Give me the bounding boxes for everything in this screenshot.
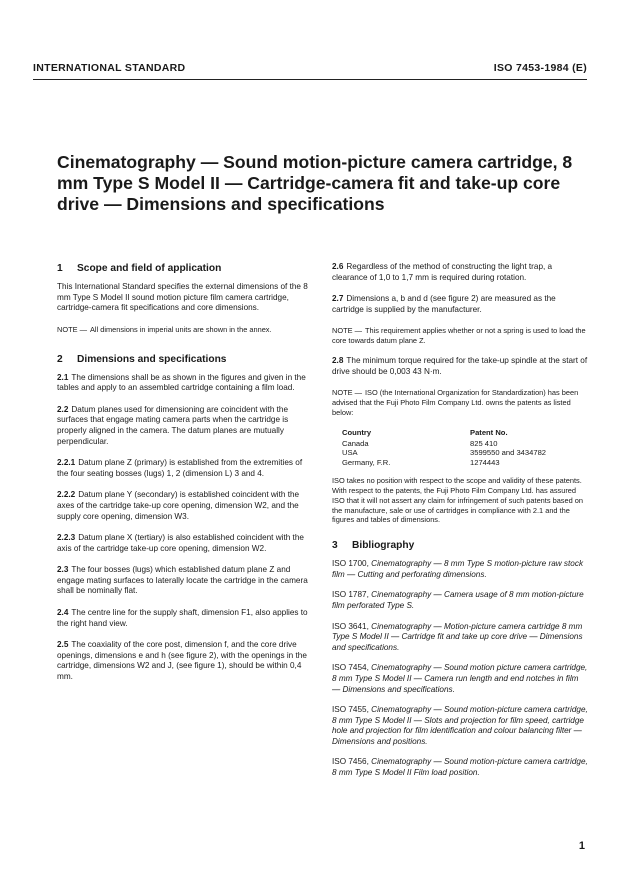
clause-number: 2.4 [57,608,69,618]
section-number: 3 [332,540,338,552]
note-label: NOTE — [332,388,362,398]
reference-title: Cinematography — Motion-picture camera cartridge 8 mm Type S Model II — Cartridge fit and take up core drive — Dimensions and specifications. [332,621,583,652]
clause-number: 2.8 [332,355,344,365]
reference-title: Cinematography — 8 mm Type S motion-picture raw stock film — Cutting and perforating dimensions. [332,559,584,579]
reference-id: ISO 1787, [332,590,369,600]
bibliography-item [332,663,588,695]
section-title: Bibliography [352,540,415,552]
clause-text: Datum plane Z (primary) is established from the extremities of the four seating bosses (lugs) 1, 2 (dimension L) 3 and 4. [57,458,303,478]
reference-title: Cinematography — Camera usage of 8 mm motion-picture film perforated Type S. [332,590,584,610]
country-cell: USA [342,448,358,458]
clause-2-7-note [332,326,588,346]
clause-2-8 [332,356,588,377]
document-title: Cinematography — Sound motion-picture camera cartridge, 8 mm Type S Model II — Cartridge-camera fit and take-up core drive — Dimensions and specifications [57,152,573,214]
clause-2-2 [57,405,315,447]
clause-2-1 [57,373,315,394]
left-column [57,262,315,694]
patent-cell: 1274443 [470,457,500,467]
clause-number: 2.6 [332,262,344,271]
clause-2-5 [57,640,315,682]
reference-title: Cinematography — Sound motion-picture camera cartridge, 8 mm Type S Model II — Slots and projection for film speed, cartridge hole and projection for film identification and colour balancing filter — Dimensions and positions. [332,705,588,746]
column-header-country: Country [342,427,372,437]
patent-cell: 3599550 and 3434782 [470,448,547,458]
clause-2-2-1 [57,458,315,479]
section-number: 2 [57,353,63,365]
reference-id: ISO 7456, [332,757,369,767]
clause-number: 2.5 [57,640,69,650]
clause-text: The four bosses (lugs) which established datum plane Z and engage mating surfaces to laterally locate the cartridge in the camera shall be nominally flat. [57,565,308,596]
column-header-patent: Patent No. [470,427,508,437]
section-1-body: This International Standard specifies the external dimensions of the 8 mm Type S Model II sound motion picture film camera cartridge, cartridge-camera fit specifications and core dimensions. [57,282,308,313]
header-rule [33,79,587,80]
patent-note [332,388,588,417]
clause-number: 2.3 [57,565,69,575]
table-row [342,458,546,467]
reference-id: ISO 1700, [332,559,369,569]
bibliography-item [332,590,588,611]
patent-note-continued: ISO takes no position with respect to the scope and validity of these patents. With respect to the patents, the Fuji Photo Film Company Ltd. has assured ISO that it will not assert any claim for infringement of such patents based on the manufacture, sale or use of cartridges in compliance with 2.1 and the figures and tables of dimensions. [332,476,583,525]
clause-text: Regardless of the method of constructing the light trap, a clearance of 1,0 to 1,7 mm is required during rotation. [332,262,553,282]
reference-title: Cinematography — Sound motion picture camera cartridge, 8 mm Type S Model II — Camera run length and end notches in film — Dimensions and specifications. [332,663,588,694]
clause-2-7 [332,294,588,315]
section-2-heading [57,353,315,366]
clause-text: Datum plane Y (secondary) is established coincident with the axes of the cartridge take-up core opening, dimension W2, and the supply core opening, dimension W3. [57,490,300,521]
section-number: 1 [57,263,63,274]
note-text: ISO (the International Organization for Standardization) has been advised that the Fuji Photo Film Company Ltd. owns the patents as listed below: [332,388,579,417]
clause-text: The coaxiality of the core post, dimension f, and the core drive openings, dimensions e and h (see figure 2), with the openings in the cartridge, dimensions W2 and J, (see figure 1), should be within 0,4 mm. [57,640,307,682]
clause-2-6 [332,262,588,283]
right-column [332,262,588,789]
clause-2-4 [57,608,315,629]
table-row [342,448,546,457]
clause-number: 2.1 [57,372,69,382]
note-label: NOTE — [332,326,362,336]
reference-id: ISO 7454, [332,663,369,673]
bibliography-item [332,622,588,654]
country-cell: Germany, F.R. [342,457,391,467]
clause-text: Datum plane X (tertiary) is also established coincident with the axis of the cartridge take-up core opening, dimension W2. [57,533,304,553]
clause-text: The minimum torque required for the take-up spindle at the start of drive should be 0,003 43 N·m. [332,355,588,376]
note-label: NOTE — [57,324,87,334]
clause-number: 2.2 [57,404,69,414]
section-title: Dimensions and specifications [77,353,227,365]
clause-2-3 [57,565,315,597]
table-row [342,439,546,448]
reference-id: ISO 7455, [332,705,369,715]
table-header-row [342,428,546,439]
clause-text: Dimensions a, b and d (see figure 2) are measured as the cartridge is supplied by the manufacturer. [332,294,556,314]
section-3-heading [332,539,588,552]
note-text: All dimensions in imperial units are shown in the annex. [89,324,272,334]
clause-text: The dimensions shall be as shown in the figures and given in the tables and apply to an assembled cartridge containing a film load. [57,372,306,393]
country-cell: Canada [342,438,369,448]
clause-text: The centre line for the supply shaft, dimension F1, also applies to the right hand view. [57,608,308,628]
clause-2-2-3 [57,533,315,554]
clause-number: 2.7 [332,294,344,304]
section-title: Scope and field of application [77,263,222,274]
section-1-note [57,325,315,335]
clause-text: Datum planes used for dimensioning are coincident with the surfaces that engage mating camera parts when the cartridge is properly aligned in the camera. The datum planes are mutually perpendicular. [57,404,289,446]
clause-2-2-2 [57,490,315,522]
section-1-heading [57,262,315,275]
clause-number: 2.2.3 [57,533,76,543]
header-document-number: ISO 7453-1984 (E) [493,62,587,74]
reference-title: Cinematography — Sound motion-picture camera cartridge, 8 mm Type S Model II Film load position. [332,757,588,778]
bibliography-item [332,705,588,747]
bibliography-item [332,757,588,778]
clause-number: 2.2.1 [57,458,76,468]
clause-number: 2.2.2 [57,490,76,500]
header-standard-label: INTERNATIONAL STANDARD [33,62,186,74]
note-text: This requirement applies whether or not a spring is used to load the core towards datum plane Z. [332,326,586,346]
page-number: 1 [578,840,585,852]
patent-cell: 825 410 [470,438,498,448]
patent-table [342,428,546,468]
bibliography-item [332,559,588,580]
reference-id: ISO 3641, [332,621,369,631]
